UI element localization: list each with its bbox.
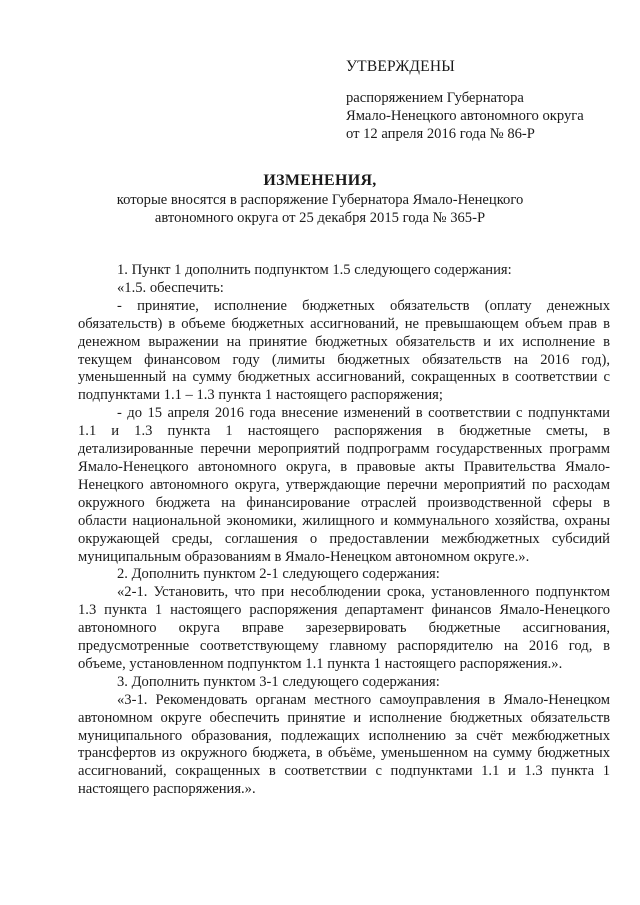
body-paragraph: «3-1. Рекомендовать органам местного самоуправления в Ямало-Ненецком автономном округе обеспечить принятие и исполнение бюджетных обязательств муниципального образования, подлежащих исполнению за счёт межбюджетных трансфертов из окружного бюджета, в объёме, уменьшенном на сумму бюджетных ассигнований, сокращенных в соответствии с подпунктами 1.1 и 1.3 пункта 1 настоящего распоряжения.». [78,691,610,798]
approval-block [346,58,626,144]
body-paragraph: - до 15 апреля 2016 года внесение изменений в соответствии с подпунктами 1.1 и 1.3 пункта 1 настоящего распоряжения в бюджетные сметы, в детализированные перечни мероприятий подпрограмм государственных программ Ямало-Ненецкого автономного округа, в правовые акты Правительства Ямало-Ненецкого автономного округа, утверждающие перечни мероприятий по расходам окружного бюджета на финансирование отраслей производственной сферы в области национальной экономики, жилищного и коммунального хозяйства, охраны окружающей среды, соглашения о предоставлении межбюджетных субсидий муниципальным образованиям в Ямало-Ненецком автономном округе.». [78,405,610,565]
document-subtitle-line: автономного округа от 25 декабря 2015 года № 365-Р [154,209,486,226]
body-paragraph: - принятие, исполнение бюджетных обязательств (оплату денежных обязательств) в объеме бюджетных ассигнований, не превышающем объем прав в денежном выражении на принятие бюджетных обязательств и их исполнение в текущем финансовом году (лимиты бюджетных обязательств на 2016 год), уменьшенный на сумму бюджетных ассигнований, сокращенных в соответствии с подпунктами 1.1 – 1.3 пункта 1 настоящего распоряжения; [78,297,610,404]
document-body [78,262,610,799]
body-paragraph: «2-1. Установить, что при несоблюдении срока, установленного подпунктом 1.3 пункта 1 настоящего распоряжения департамент финансов Ямало-Ненецкого автономного округа вправе зарезервировать бюджетные ассигнования, предусмотренные соответствующему главному распорядителю на 2016 год, в объеме, установленном подпунктом 1.1 пункта 1 настоящего распоряжения.». [78,584,610,672]
document-subtitle-line: которые вносятся в распоряжение Губернатора Ямало-Ненецкого [116,191,524,208]
body-paragraph: 1. Пункт 1 дополнить подпунктом 1.5 следующего содержания: [117,262,512,278]
approval-heading: УТВЕРЖДЕНЫ [346,58,455,75]
document-title-block [80,172,560,228]
approval-line: Ямало-Ненецкого автономного округа [346,107,584,124]
approval-line: распоряжением Губернатора [346,89,524,106]
body-paragraph: «1.5. обеспечить: [117,279,224,296]
document-title: ИЗМЕНЕНИЯ, [263,172,377,189]
body-paragraph: 2. Дополнить пунктом 2-1 следующего содержания: [117,566,440,583]
approval-line: от 12 апреля 2016 года № 86-Р [346,125,535,142]
body-paragraph: 3. Дополнить пунктом 3-1 следующего содержания: [117,673,440,690]
